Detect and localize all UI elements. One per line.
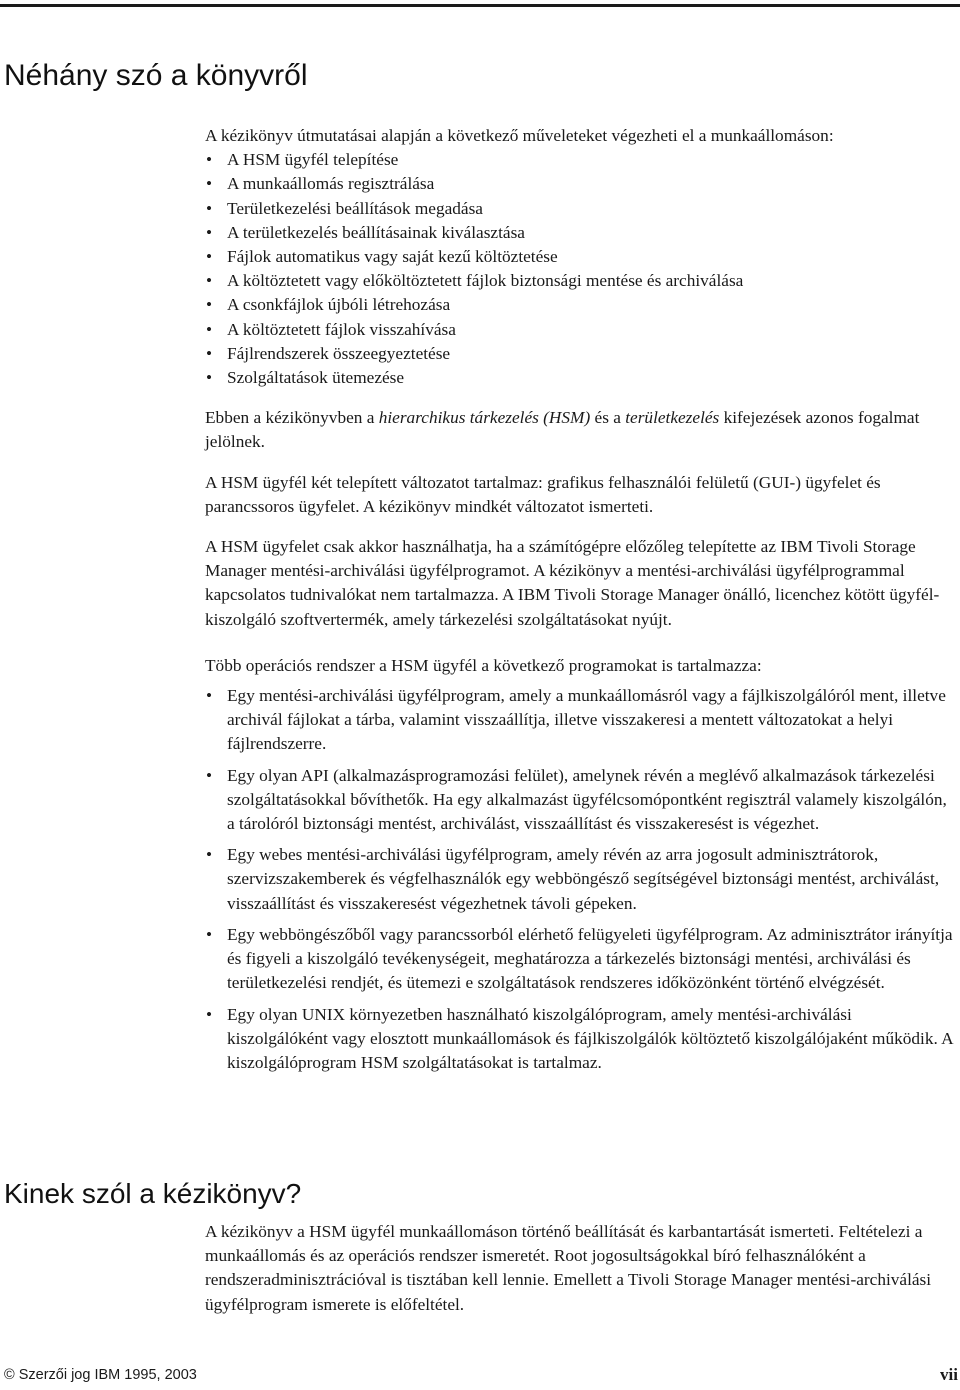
terms-paragraph xyxy=(205,406,955,454)
terms-suffix: kifejezések azonos fogalmat jelölnek. xyxy=(205,408,920,452)
section-title-audience: Kinek szól a kézikönyv? xyxy=(4,1178,302,1209)
program-item: • Egy mentési-archiválási ügyfélprogram, amely a munkaállomásról vagy a fájlkiszolgálóról ment, illetve archivál fájlokat a tárba, valamint visszaállítja, illetve visszakeresi a mentett változatokat a helyi fájlrendszerre. xyxy=(205,684,955,757)
task-item: • Fájlok automatikus vagy saját kezű költöztetése xyxy=(205,245,955,269)
section-title-about-book: Néhány szó a könyvről xyxy=(4,59,308,92)
task-item: • A csonkfájlok újbóli létrehozása xyxy=(205,293,955,317)
programs-intro: Több operációs rendszer a HSM ügyfél a következő programokat is tartalmazza: xyxy=(205,655,762,675)
prerequisite-paragraph: A HSM ügyfelet csak akkor használhatja, ha a számítógépre előzőleg telepítette az IBM Tivoli Storage Manager mentési-archiválási ügyfélprogramot. A kézikönyv a mentési-archiválási ügyfélprogrammal kapcsolatos tudnivalókat nem tartalmazza. A IBM Tivoli Storage Manager önálló, licenchez kötött ügyfél-kiszolgáló szoftvertermék, amely tárkezelési szolgáltatásokat nyújt. xyxy=(205,537,940,629)
page-number: vii xyxy=(940,1365,958,1384)
task-item: • A költöztetett fájlok visszahívása xyxy=(205,318,955,342)
program-item: • Egy olyan UNIX környezetben használható kiszolgálóprogram, amely mentési-archiválási kiszolgálóként vagy elosztott munkaállomások és fájlkiszolgálók költöztető kiszolgálójaként működik. A kiszolgálóprogram HSM szolgáltatásokat is tartalmaz. xyxy=(205,1003,955,1076)
task-item: • A területkezelés beállításainak kiválasztása xyxy=(205,221,955,245)
term-hsm: hierarchikus tárkezelés (HSM) xyxy=(378,408,591,428)
terms-middle: és a xyxy=(590,408,626,428)
copyright-notice: © Szerzői jog IBM 1995, 2003 xyxy=(4,1367,197,1383)
variants-paragraph: A HSM ügyfél két telepített változatot tartalmaz: grafikus felhasználói felületű (GUI-) ügyfelet és parancssoros ügyfelet. A kézikönyv mindkét változatot ismerteti. xyxy=(205,472,881,516)
program-list xyxy=(205,684,955,1075)
task-item: • A HSM ügyfél telepítése xyxy=(205,148,955,172)
task-item: • A költöztetett vagy előköltöztetett fájlok biztonsági mentése és archiválása xyxy=(205,269,955,293)
top-rule xyxy=(0,4,960,7)
audience-body xyxy=(205,1220,955,1317)
audience-paragraph: A kézikönyv a HSM ügyfél munkaállomáson történő beállítását és karbantartását ismerteti. Feltételezi a munkaállomás és az operációs rendszer ismeretét. Root jogosultságokkal bíró felhasználóként a rendszeradminisztrációval is tisztában kell lennie. Emellett a Tivoli Storage Manager mentési-archiválási ügyfélprogram ismerete is előfeltétel. xyxy=(205,1222,932,1314)
task-item: • A munkaállomás regisztrálása xyxy=(205,172,955,196)
term-space-management: területkezelés xyxy=(625,408,720,428)
program-item: • Egy webes mentési-archiválási ügyfélprogram, amely révén az arra jogosult adminisztrátorok, szervizszakemberek és végfelhasználók egy webböngésző segítségével biztonsági mentést, archiválást, visszaállítást és visszakeresést végezhetnek távoli gépeken. xyxy=(205,843,955,916)
program-item: • Egy webböngészőből vagy parancssorból elérhető felügyeleti ügyfélprogram. Az adminisztrátor irányítja és figyeli a kiszolgáló tevékenységeit, meghatározza a tárkezelés biztonsági mentési, archiválási és területkezelési rendjét, és ütemezi e szolgáltatások rendszeres időközönként történő elvégzését. xyxy=(205,923,955,996)
task-list xyxy=(205,148,955,390)
tasks-intro: A kézikönyv útmutatásai alapján a következő műveleteket végezheti el a munkaállomáson: xyxy=(205,126,834,145)
task-item: • Fájlrendszerek összeegyeztetése xyxy=(205,342,955,366)
terms-prefix: Ebben a kézikönyvben a xyxy=(205,408,379,428)
program-item: • Egy olyan API (alkalmazásprogramozási felület), amelynek révén a meglévő alkalmazások tárkezelési szolgáltatásokkal bővíthetők. Ha egy alkalmazást ügyfélcsomópontként regisztrál valamely kiszolgálón, a tárolóról biztonsági mentést, archiválást, visszaállítást és visszakeresést is végezhet. xyxy=(205,764,955,837)
task-item: • Területkezelési beállítások megadása xyxy=(205,197,955,221)
task-item: • Szolgáltatások ütemezése xyxy=(205,366,955,390)
about-book-body xyxy=(205,124,955,1075)
